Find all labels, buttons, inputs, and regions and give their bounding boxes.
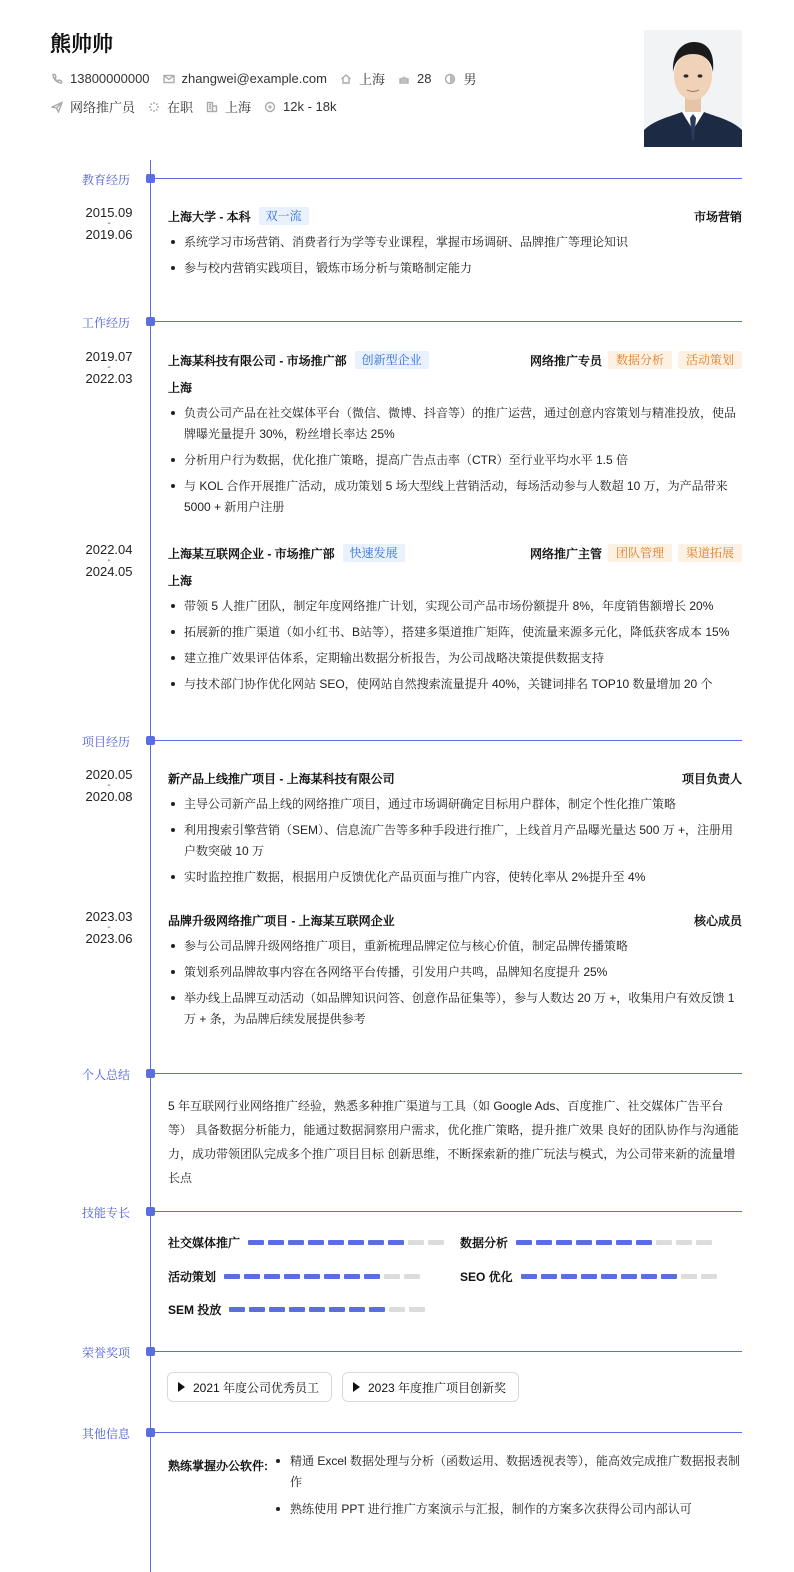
skill-segment-filled (328, 1240, 344, 1245)
skill-segment-filled (264, 1274, 280, 1279)
skill-segment-filled (601, 1274, 617, 1279)
section-other (0, 1425, 794, 1441)
skill-segment-empty (701, 1274, 717, 1279)
skill-segment-filled (248, 1240, 264, 1245)
work-location: 上海 (168, 574, 193, 588)
skill-segment-filled (349, 1307, 365, 1312)
skill-segment-filled (269, 1307, 285, 1312)
education-dates (82, 206, 136, 242)
play-icon (178, 1382, 185, 1392)
section-summary (0, 1066, 794, 1082)
list-item: 精通 Excel 数据处理与分析（函数运用、数据透视表等），能高效完成推广数据报表制作 (274, 1451, 744, 1493)
date-end: 2020.08 (85, 789, 133, 804)
salary-item (263, 99, 336, 114)
work-dates-1 (82, 350, 136, 386)
section-divider (155, 1073, 742, 1074)
skill-segment-filled (536, 1240, 552, 1245)
entry-title: 上海大学 - 本科 (168, 209, 251, 224)
award-text: 2021 年度公司优秀员工 (193, 1380, 320, 1395)
work-entry-1 (168, 350, 742, 523)
skill-segment-filled (348, 1240, 364, 1245)
date-end: 2023.06 (85, 931, 133, 946)
date-dash: - (107, 555, 111, 566)
section-skills (0, 1204, 794, 1220)
section-title: 工作经历 (82, 316, 131, 330)
company-tag: 快速发展 (343, 544, 405, 562)
skill-item (460, 1268, 721, 1284)
city-text: 上海 (358, 72, 385, 87)
section-marker (146, 317, 155, 326)
send-icon (50, 100, 64, 114)
skill-name: 数据分析 (460, 1235, 509, 1250)
section-work (0, 314, 794, 330)
skill-segment-filled (616, 1240, 632, 1245)
contact-row (50, 69, 488, 88)
role-tag: 团队管理 (608, 544, 672, 562)
status-text: 在职 (167, 100, 194, 115)
company-tag: 创新型企业 (355, 351, 429, 369)
skill-segment-empty (404, 1274, 420, 1279)
section-title: 荣誉奖项 (82, 1346, 131, 1360)
major: 市场营销 (693, 209, 742, 224)
skill-segment-empty (408, 1240, 424, 1245)
job-role: 网络推广主管 (529, 546, 602, 561)
project-dates-1 (82, 768, 136, 804)
skill-segment-filled (329, 1307, 345, 1312)
award-item (342, 1372, 519, 1402)
section-marker (146, 1069, 155, 1078)
entry-title: 上海某互联网企业 - 市场推广部 (168, 546, 335, 561)
skill-level-bar (521, 1274, 721, 1279)
date-start: 2020.05 (85, 767, 133, 782)
skill-segment-filled (324, 1274, 340, 1279)
role-tag: 渠道拓展 (678, 544, 742, 562)
date-end: 2024.05 (85, 564, 133, 579)
work-city-text: 上海 (225, 100, 252, 115)
project-dates-2 (82, 910, 136, 946)
skill-segment-filled (369, 1307, 385, 1312)
skill-segment-empty (384, 1274, 400, 1279)
skill-segment-filled (516, 1240, 532, 1245)
section-title: 其他信息 (82, 1427, 131, 1441)
section-title: 技能专长 (82, 1206, 131, 1220)
date-start: 2023.03 (85, 909, 133, 924)
list-item: 建立推广效果评估体系，定期输出数据分析报告，为公司战略决策提供数据支持 (168, 648, 742, 669)
section-marker (146, 736, 155, 745)
play-icon (353, 1382, 360, 1392)
skill-segment-filled (364, 1274, 380, 1279)
list-item: 主导公司新产品上线的网络推广项目，通过市场调研确定目标用户群体，制定个性化推广策略 (168, 794, 742, 815)
phone-item (50, 71, 150, 86)
building-icon (205, 100, 219, 114)
skill-level-bar (248, 1240, 448, 1245)
section-projects (0, 733, 794, 749)
date-start: 2019.07 (85, 349, 133, 364)
home-icon (339, 72, 353, 86)
skill-segment-filled (596, 1240, 612, 1245)
work-dates-2 (82, 543, 136, 579)
skill-name: 活动策划 (168, 1269, 217, 1284)
date-end: 2019.06 (85, 227, 133, 242)
skill-segment-filled (621, 1274, 637, 1279)
date-end: 2022.03 (85, 371, 133, 386)
entry-title: 新产品上线推广项目 - 上海某科技有限公司 (168, 771, 395, 786)
skill-segment-filled (309, 1307, 325, 1312)
work-city-item (205, 97, 251, 116)
skill-item (168, 1234, 448, 1250)
list-item: 分析用户行为数据，优化推广策略，提高广告点击率（CTR）至行业平均水平 1.5 倍 (168, 450, 742, 471)
age-text: 28 (416, 71, 432, 86)
section-divider (155, 1351, 742, 1352)
skill-segment-filled (308, 1240, 324, 1245)
section-title: 项目经历 (82, 735, 131, 749)
list-item: 参与公司品牌升级网络推广项目，重新梳理品牌定位与核心价值，制定品牌传播策略 (168, 936, 742, 957)
status-item (147, 97, 193, 116)
skill-segment-empty (389, 1307, 405, 1312)
skill-segment-filled (661, 1274, 677, 1279)
role-tag: 数据分析 (608, 351, 672, 369)
list-item: 带领 5 人推广团队，制定年度网络推广计划，实现公司产品市场份额提升 8%，年度销售额增长 20% (168, 596, 742, 617)
section-marker (146, 1207, 155, 1216)
list-item: 实时监控推广数据，根据用户反馈优化产品页面与推广内容，使转化率从 2%提升至 4% (168, 867, 742, 888)
section-divider (155, 1432, 742, 1433)
skill-level-bar (224, 1274, 424, 1279)
email-item (162, 71, 327, 86)
role-tag: 活动策划 (678, 351, 742, 369)
section-marker (146, 174, 155, 183)
skill-segment-filled (388, 1240, 404, 1245)
section-title: 个人总结 (82, 1068, 131, 1082)
skill-segment-filled (368, 1240, 384, 1245)
list-item: 利用搜索引擎营销（SEM）、信息流广告等多种手段进行推广，上线首月产品曝光量达 500 万 +，注册用户数突破 10 万 (168, 820, 742, 862)
skill-name: 社交媒体推广 (168, 1235, 241, 1250)
section-title: 教育经历 (82, 173, 131, 187)
award-item (167, 1372, 332, 1402)
job-row (50, 97, 349, 116)
list-item: 与 KOL 合作开展推广活动，成功策划 5 场大型线上营销活动，每场活动参与人数超 10 万，为产品带来 5000 + 新用户注册 (168, 476, 742, 518)
salary-text: 12k - 18k (283, 99, 337, 114)
skill-segment-filled (288, 1240, 304, 1245)
entry-title: 品牌升级网络推广项目 - 上海某互联网企业 (168, 913, 395, 928)
skill-item (460, 1234, 716, 1250)
skill-segment-filled (249, 1307, 265, 1312)
summary-text: 5 年互联网行业网络推广经验，熟悉多种推广渠道与工具（如 Google Ads、百度推广、社交媒体广告平台等） 具备数据分析能力，能通过数据洞察用户需求，优化推广策略，提升推广效果 良好的团队协作与沟通能力，成功带领团队完成多个推广项目目标 创新思维，不断探索新的推广玩法与模式，为公司带来新的流量增长点 (168, 1099, 739, 1185)
gender-icon (443, 72, 457, 86)
skill-segment-empty (656, 1240, 672, 1245)
project-entry-1 (168, 768, 742, 893)
section-divider (155, 321, 742, 322)
gender-item (443, 69, 476, 88)
skill-segment-filled (224, 1274, 240, 1279)
coin-icon (263, 100, 277, 114)
award-text: 2023 年度推广项目创新奖 (368, 1380, 507, 1395)
skill-segment-filled (304, 1274, 320, 1279)
education-entry (168, 206, 742, 284)
list-item: 策划系列品牌故事内容在各网络平台传播，引发用户共鸣，品牌知名度提升 25% (168, 962, 742, 983)
skill-segment-empty (409, 1307, 425, 1312)
date-start: 2022.04 (85, 542, 133, 557)
section-marker (146, 1428, 155, 1437)
skill-segment-filled (244, 1274, 260, 1279)
skill-name: SEO 优化 (460, 1269, 513, 1284)
list-item: 与技术部门协作优化网站 SEO，使网站自然搜索流量提升 40%，关键词排名 TOP10 数量增加 20 个 (168, 674, 742, 695)
skill-level-bar (229, 1307, 429, 1312)
list-item: 拓展新的推广渠道（如小红书、B站等），搭建多渠道推广矩阵，使流量来源多元化，降低获客成本 15% (168, 622, 742, 643)
skill-segment-empty (676, 1240, 692, 1245)
entry-title: 上海某科技有限公司 - 市场推广部 (168, 353, 347, 368)
date-dash: - (107, 362, 111, 373)
cake-icon (397, 72, 411, 86)
work-entry-2 (168, 543, 742, 700)
date-start: 2015.09 (85, 205, 133, 220)
section-divider (155, 178, 742, 179)
other-label: 熟练掌握办公软件: (168, 1459, 268, 1473)
skill-item (168, 1268, 424, 1284)
school-tag: 双一流 (259, 207, 309, 225)
job-item (50, 97, 135, 116)
city-item (339, 69, 385, 88)
section-education (0, 171, 794, 187)
skill-segment-filled (556, 1240, 572, 1245)
section-awards (0, 1344, 794, 1360)
list-item: 参与校内营销实践项目，锻炼市场分析与策略制定能力 (168, 258, 742, 279)
date-dash: - (107, 922, 111, 933)
phone-icon (50, 72, 64, 86)
skill-name: SEM 投放 (168, 1302, 222, 1317)
date-dash: - (107, 780, 111, 791)
age-item (397, 71, 431, 86)
skill-segment-filled (636, 1240, 652, 1245)
candidate-name: 熊帅帅 (50, 33, 113, 56)
skill-item (168, 1301, 429, 1317)
project-role: 项目负责人 (681, 771, 742, 786)
skill-segment-filled (284, 1274, 300, 1279)
skill-segment-filled (229, 1307, 245, 1312)
skill-segment-filled (289, 1307, 305, 1312)
skill-segment-empty (696, 1240, 712, 1245)
list-item: 负责公司产品在社交媒体平台（微信、微博、抖音等）的推广运营，通过创意内容策划与精准投放，使品牌曝光量提升 30%，粉丝增长率达 25% (168, 403, 742, 445)
job-text: 网络推广员 (70, 100, 136, 115)
skill-segment-filled (561, 1274, 577, 1279)
skill-segment-filled (581, 1274, 597, 1279)
phone-text: 13800000000 (70, 71, 150, 86)
skill-segment-empty (681, 1274, 697, 1279)
timeline-line (150, 160, 151, 1572)
list-item: 熟练使用 PPT 进行推广方案演示与汇报，制作的方案多次获得公司内部认可 (274, 1499, 744, 1520)
section-marker (146, 1347, 155, 1356)
skill-segment-filled (344, 1274, 360, 1279)
other-list (274, 1451, 744, 1526)
gender-text: 男 (463, 72, 477, 87)
section-divider (155, 740, 742, 741)
job-role: 网络推广专员 (529, 353, 602, 368)
loader-icon (147, 100, 161, 114)
skill-level-bar (516, 1240, 716, 1245)
skill-segment-filled (576, 1240, 592, 1245)
skill-segment-empty (428, 1240, 444, 1245)
date-dash: - (107, 218, 111, 229)
skill-segment-filled (541, 1274, 557, 1279)
project-entry-2 (168, 910, 742, 1035)
section-divider (155, 1211, 742, 1212)
project-role: 核心成员 (693, 913, 742, 928)
skill-segment-filled (268, 1240, 284, 1245)
list-item: 系统学习市场营销、消费者行为学等专业课程，掌握市场调研、品牌推广等理论知识 (168, 232, 742, 253)
work-location: 上海 (168, 381, 193, 395)
skill-segment-filled (521, 1274, 537, 1279)
avatar (644, 30, 742, 147)
list-item: 举办线上品牌互动活动（如品牌知识问答、创意作品征集等），参与人数达 20 万 +，收集用户有效反馈 1 万 + 条，为品牌后续发展提供参考 (168, 988, 742, 1030)
skill-segment-filled (641, 1274, 657, 1279)
email-text: zhangwei@example.com (181, 71, 327, 86)
mail-icon (162, 72, 176, 86)
